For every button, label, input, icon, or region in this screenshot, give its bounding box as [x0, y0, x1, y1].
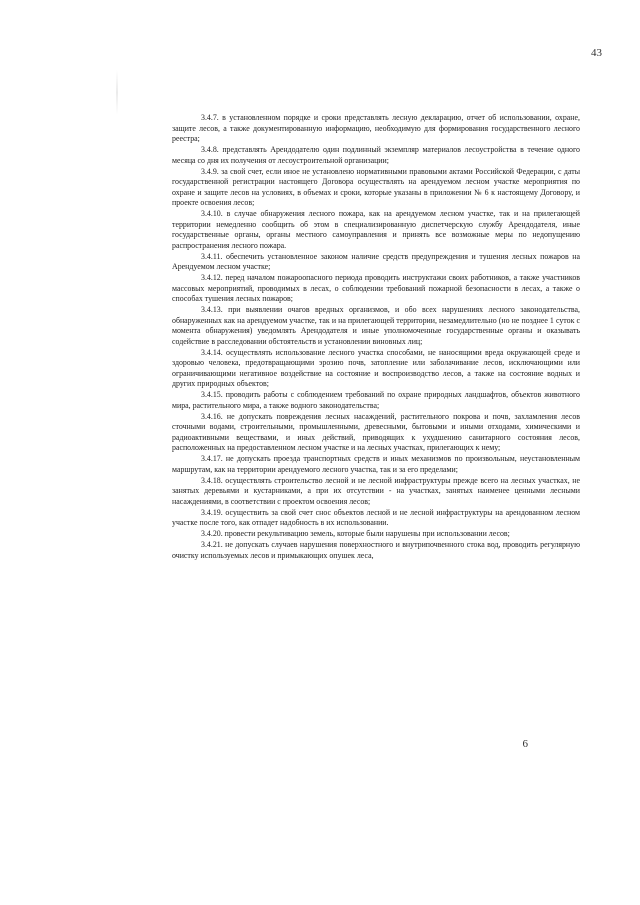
paragraph-3-4-18: 3.4.18. осуществлять строительство лесной и не лесной инфраструктуры прежде всего на лесных участках, не занятых деревьями и кустарниками, а при их отсутствии - на участках, занятых наименее ценными лесными насаждениями, в соответствии с проектом освоения лесов; [172, 475, 580, 506]
paragraph-3-4-15: 3.4.15. проводить работы с соблюдением требований по охране природных ландшафтов, объектов животного мира, растительного мира, а также водного законодательства; [172, 390, 580, 410]
document-body [172, 113, 580, 562]
paragraph-3-4-8: 3.4.8. представлять Арендодателю один подлинный экземпляр материалов лесоустройства в течение одного месяца со дня их получения от лесоустроительной организации; [172, 145, 580, 165]
page-number-bottom: 6 [522, 738, 528, 750]
paragraph-3-4-16: 3.4.16. не допускать повреждения лесных насаждений, растительного покрова и почв, захламления лесов сточными водами, строительными, промышленными, древесными, бытовыми и иными отходами, химическими и радиоактивными веществами, и иных действий, приводящих к ухудшению санитарного состояния лесов, расположенных на предоставленном лесном участке и на лесных участках, прилегающих к нему; [172, 411, 580, 452]
paragraph-3-4-21: 3.4.21. не допускать случаев нарушения поверхностного и внутрипочвенного стока вод, проводить регулярную очистку используемых лесов и примыкающих опушек леса, [172, 540, 580, 560]
paragraph-3-4-17: 3.4.17. не допускать проезда транспортных средств и иных механизмов по произвольным, неустановленным маршрутам, как на территории арендуемого лесного участка, так и за его пределами; [172, 454, 580, 474]
page-number-top: 43 [591, 47, 602, 59]
paragraph-3-4-7: 3.4.7. в установленном порядке и сроки представлять лесную декларацию, отчет об использовании, охране, защите лесов, а также документированную информацию, необходимую для формирования государственного лесного реестра; [172, 113, 580, 143]
paragraph-3-4-9: 3.4.9. за свой счет, если иное не установлено нормативными правовыми актами Российской Федерации, с даты государственной регистрации настоящего Договора осуществлять на арендуемом лесном участке мероприятия по охране и защите лесов на условиях, в объемах и сроки, которые указаны в приложении № 6 к настоящему Договору, и проекте освоения лесов; [172, 166, 580, 207]
paragraph-3-4-19: 3.4.19. осуществить за свой счет снос объектов лесной и не лесной инфраструктуры на арендованном лесном участке после того, как отпадет надобность в их использовании. [172, 507, 580, 527]
paragraph-3-4-12: 3.4.12. перед началом пожароопасного периода проводить инструктажи своих работников, а также участников массовых мероприятий, проводимых в лесах, о соблюдении требований пожарной безопасности в лесах, а также о способах тушения лесных пожаров; [172, 273, 580, 303]
paragraph-3-4-10: 3.4.10. в случае обнаружения лесного пожара, как на арендуемом лесном участке, так и на прилегающей территории немедленно сообщить об этом в специализированную диспетчерскую службу Арендодателя, иные государственные органы, органы местного самоуправления и принять все возможные меры по недопущению распространения лесного пожара. [172, 209, 580, 250]
paragraph-3-4-14: 3.4.14. осуществлять использование лесного участка способами, не наносящими вреда окружающей среде и здоровью человека, предотвращающими эрозию почв, затопление или заболачивание лесов, исключающими или ограничивающими негативное воздействие на состояние и воспроизводство лесов, а также на состояние водных и других природных объектов; [172, 347, 580, 388]
paragraph-3-4-11: 3.4.11. обеспечить установленное законом наличие средств предупреждения и тушения лесных пожаров на Арендуемом лесном участке; [172, 251, 580, 271]
scan-margin-mark [116, 70, 118, 115]
paragraph-3-4-20: 3.4.20. провести рекультивацию земель, которые были нарушены при использовании лесов; [201, 529, 510, 538]
paragraph-3-4-13: 3.4.13. при выявлении очагов вредных организмов, и обо всех нарушениях лесного законодательства, обнаруженных как на арендуемом участке, так и на прилегающей территории, незамедлительно (но не позднее 1 суток с момента обнаружения) уведомлять Арендодателя и иные уполномоченные государственные органы и оказывать содействие в расследовании обстоятельств и установлении виновных лиц; [172, 305, 580, 346]
